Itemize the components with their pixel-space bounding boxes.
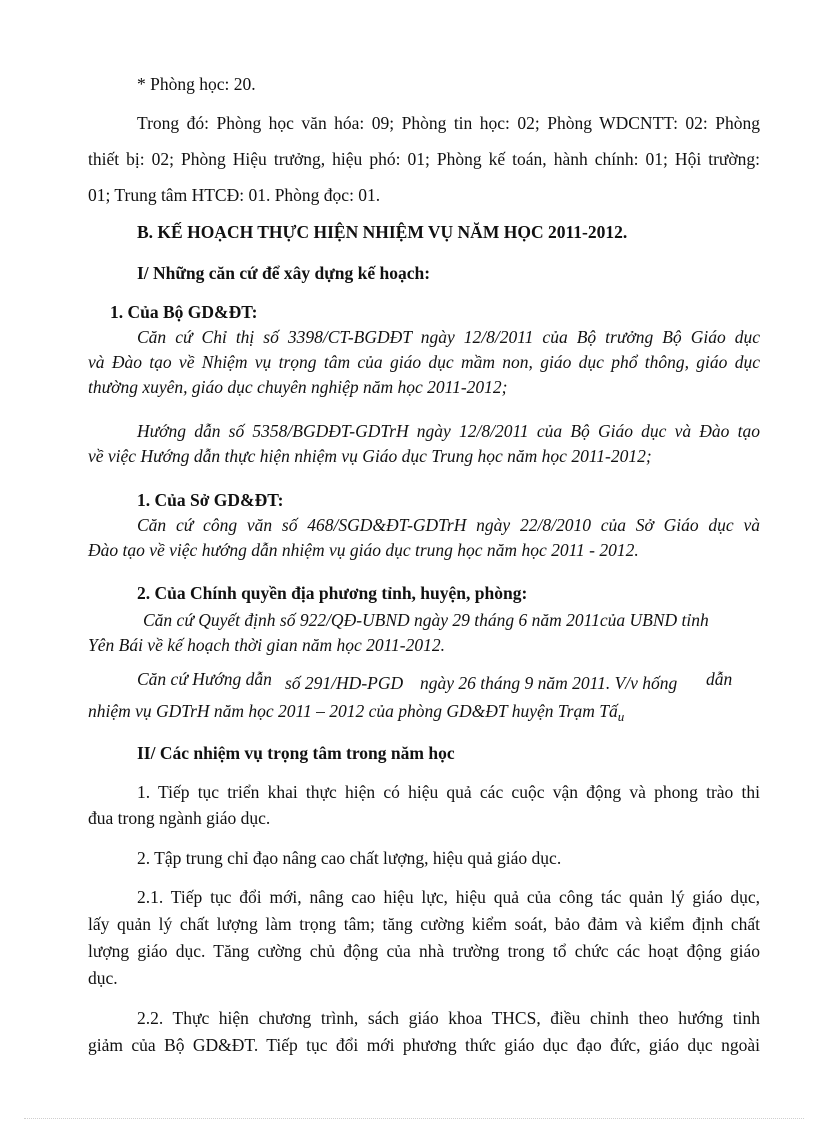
ministry-guidance-line-1: Hướng dẫn số 5358/BGDĐT-GDTrH ngày 12/8/2011 của Bộ Giáo dục và Đào tạo bbox=[137, 421, 760, 441]
ministry-guidance-line-2: về việc Hướng dẫn thực hiện nhiệm vụ Giáo dục Trung học năm học 2011-2012; bbox=[88, 446, 652, 466]
rooms-total: * Phòng học: 20. bbox=[137, 74, 256, 94]
local-guidance-line-2-end: Tấ bbox=[599, 701, 618, 721]
department-heading: 1. Của Sở GD&ĐT: bbox=[137, 490, 284, 510]
department-text-line-1: Căn cứ công văn số 468/SGD&ĐT-GDTrH ngày 22/8/2010 của Sở Giáo dục và bbox=[137, 515, 760, 535]
part-1-title: I/ Những căn cứ để xây dựng kế hoạch: bbox=[137, 263, 431, 283]
ministry-directive-line-2: và Đào tạo về Nhiệm vụ trọng tâm của giáo dục mầm non, giáo dục phổ thông, giáo dục bbox=[88, 352, 760, 372]
local-decision-line-2: Yên Bái về kế hoạch thời gian năm học 2011-2012. bbox=[88, 635, 445, 655]
task-2-1-line-3: lượng giáo dục. Tăng cường chủ động của nhà trường trong tổ chức các hoạt động giáo bbox=[88, 941, 760, 961]
rooms-detail-line-3: 01; Trung tâm HTCĐ: 01. Phòng đọc: 01. bbox=[88, 185, 381, 205]
local-guidance-line-2 bbox=[88, 699, 624, 729]
local-heading: 2. Của Chính quyền địa phương tỉnh, huyện, phòng: bbox=[137, 583, 528, 603]
task-1-line-1: 1. Tiếp tục triển khai thực hiện có hiệu quả các cuộc vận động và phong trào thi bbox=[137, 782, 760, 802]
task-2: 2. Tập trung chỉ đạo nâng cao chất lượng, hiệu quả giáo dục. bbox=[137, 848, 562, 868]
local-guidance-trail: dẫn bbox=[706, 669, 733, 689]
part-2-title: II/ Các nhiệm vụ trọng tâm trong năm học bbox=[137, 743, 455, 763]
task-2-2-line-1: 2.2. Thực hiện chương trình, sách giáo khoa THCS, điều chỉnh theo hướng tinh bbox=[137, 1008, 760, 1028]
section-b-title: B. KẾ HOẠCH THỰC HIỆN NHIỆM VỤ NĂM HỌC 2011-2012. bbox=[137, 222, 628, 242]
local-decision-line-1: Căn cứ Quyết định số 922/QĐ-UBND ngày 29 tháng 6 năm 2011của UBND tỉnh bbox=[143, 610, 709, 630]
page-bottom-divider bbox=[24, 1118, 804, 1119]
local-guidance-line-2-text: nhiệm vụ GDTrH năm học 2011 – 2012 của phòng GD&ĐT huyện Trạm bbox=[88, 701, 600, 721]
local-guidance-line-2-sub: u bbox=[617, 709, 625, 724]
task-1-line-2: đua trong ngành giáo dục. bbox=[88, 808, 271, 828]
task-2-1-line-4: dục. bbox=[88, 968, 118, 988]
local-guidance-prefix: Căn cứ Hướng dẫn bbox=[137, 669, 272, 689]
rooms-detail-line-2: thiết bị: 02; Phòng Hiệu trưởng, hiệu phó: 01; Phòng kế toán, hành chính: 01; Hội trường: bbox=[88, 149, 760, 169]
rooms-detail-line-1: Trong đó: Phòng học văn hóa: 09; Phòng tin học: 02; Phòng WDCNTT: 02: Phòng bbox=[137, 113, 760, 133]
task-2-2-line-2: giảm của Bộ GD&ĐT. Tiếp tục đổi mới phương thức giáo dục đạo đức, giáo dục ngoài bbox=[88, 1035, 760, 1055]
department-text-line-2: Đào tạo về việc hướng dẫn nhiệm vụ giáo dục trung học năm học 2011 - 2012. bbox=[88, 540, 639, 560]
ministry-heading: 1. Của Bộ GD&ĐT: bbox=[110, 302, 258, 322]
task-2-1-line-1: 2.1. Tiếp tục đổi mới, nâng cao hiệu lực, hiệu quả của công tác quản lý giáo dục, bbox=[137, 887, 760, 907]
task-2-1-line-2: lấy quản lý chất lượng làm trọng tâm; tăng cường kiểm soát, bảo đảm và kiểm định chất bbox=[88, 914, 760, 934]
local-guidance-number: số 291/HD-PGD bbox=[285, 673, 404, 693]
local-guidance-date: ngày 26 tháng 9 năm 2011. V/v hống bbox=[420, 673, 678, 693]
ministry-directive-line-3: thường xuyên, giáo dục chuyên nghiệp năm học 2011-2012; bbox=[88, 377, 508, 397]
ministry-directive-line-1: Căn cứ Chỉ thị số 3398/CT-BGDĐT ngày 12/8/2011 của Bộ trưởng Bộ Giáo dục bbox=[137, 327, 760, 347]
